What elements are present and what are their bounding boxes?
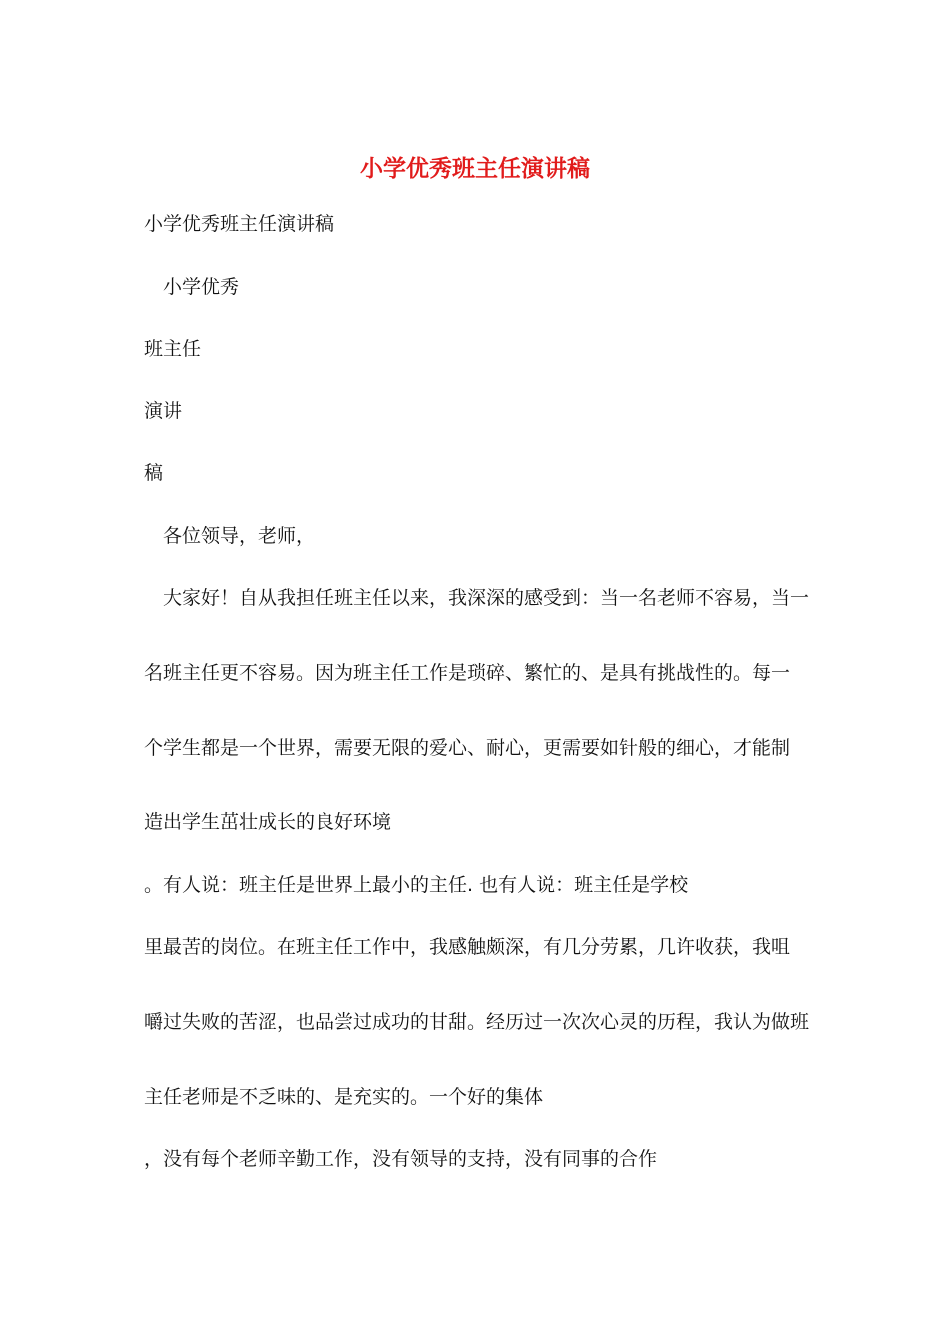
salutation-line: 各位领导，老师， — [163, 525, 316, 547]
body-text-line: 里最苦的岗位。在班主任工作中，我感触颇深，有几分劳累，几许收获，我咀 — [144, 936, 791, 958]
document-title: 小学优秀班主任演讲稿 — [360, 155, 590, 182]
heading-fragment-line: 班主任 — [144, 338, 202, 360]
heading-fragment-line: 小学优秀 — [163, 276, 240, 298]
body-text-line: 名班主任更不容易。因为班主任工作是琐碎、繁忙的、是具有挑战性的。每一 — [144, 662, 791, 684]
body-text-line: 大家好！自从我担任班主任以来，我深深的感受到：当一名老师不容易，当一 — [163, 587, 810, 609]
heading-fragment-line: 演讲 — [144, 400, 183, 422]
subtitle-line: 小学优秀班主任演讲稿 — [144, 213, 335, 235]
body-text-line: 嚼过失败的苦涩，也品尝过成功的甘甜。经历过一次次心灵的历程，我认为做班 — [144, 1011, 810, 1033]
heading-fragment-line: 稿 — [144, 462, 164, 484]
body-text-line: 造出学生茁壮成长的良好环境 — [144, 811, 392, 833]
body-text-line: 主任老师是不乏味的、是充实的。一个好的集体 — [144, 1086, 544, 1108]
body-text-line: 个学生都是一个世界，需要无限的爱心、耐心，更需要如针般的细心，才能制 — [144, 737, 791, 759]
body-text-line: 。有人说：班主任是世界上最小的主任. 也有人说：班主任是学校 — [144, 874, 689, 896]
body-text-line: ，没有每个老师辛勤工作，没有领导的支持，没有同事的合作 — [144, 1148, 658, 1170]
